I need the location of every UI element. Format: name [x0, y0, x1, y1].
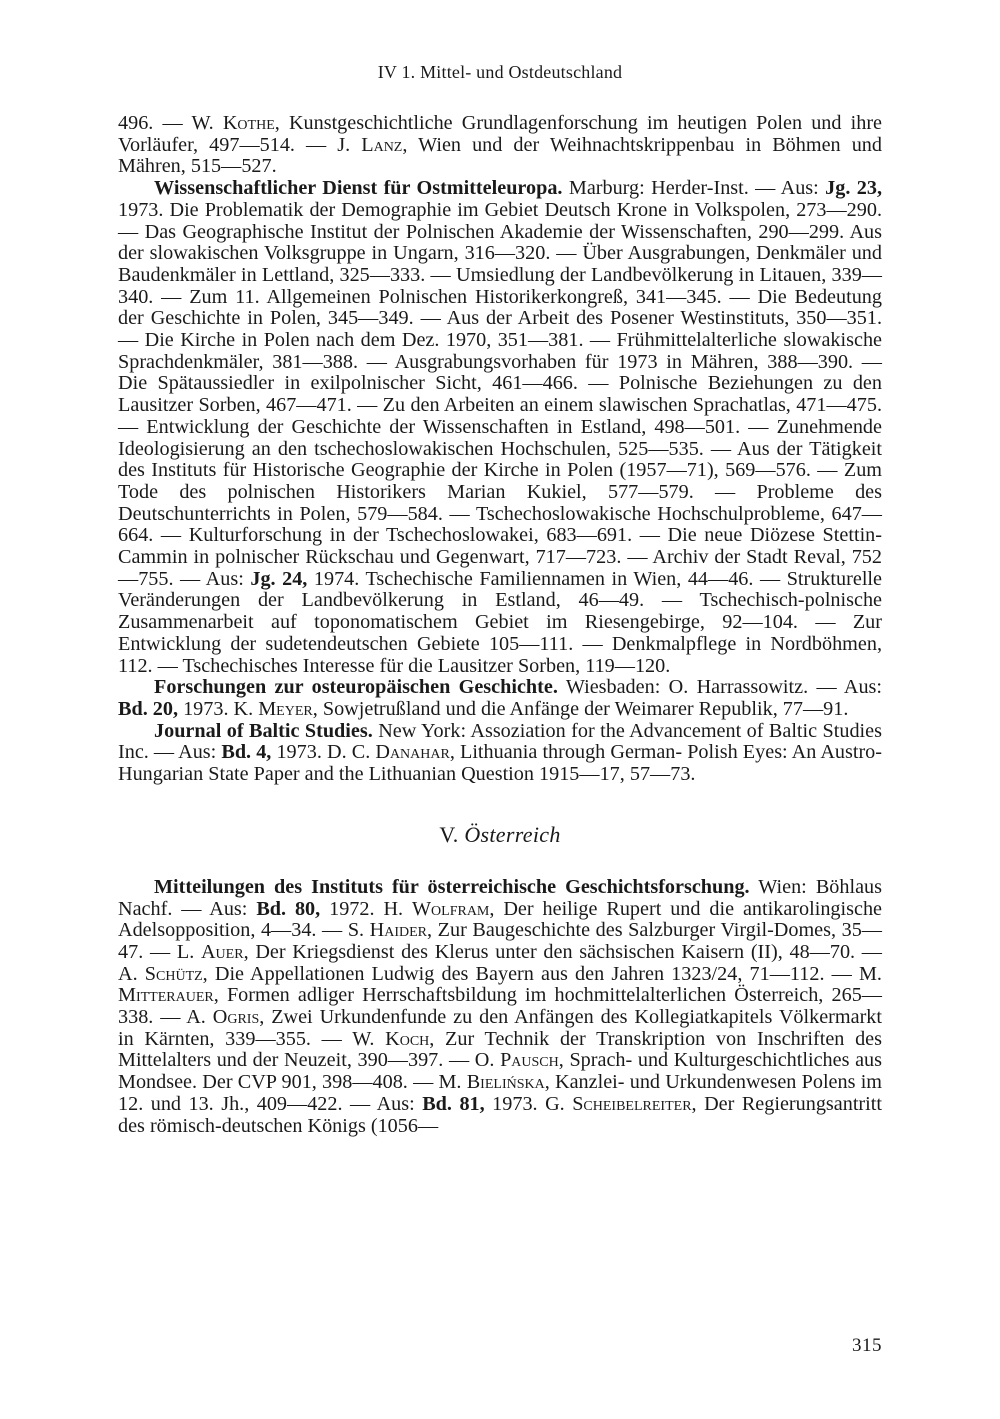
- text-run: Wien: Böhlaus Nachf. — Aus:: [118, 875, 882, 920]
- bold-run: Bd. 4,: [221, 741, 272, 764]
- text-run: , Lithuania through German- Polish Eyes: An Austro-Hungarian State Paper and the Lithuanian Question 1915—17, 57—73.: [118, 741, 882, 786]
- text-run: 1973. K.: [178, 697, 259, 720]
- author-name: Scheibelreiter: [572, 1092, 692, 1115]
- author-name: Haider: [369, 919, 428, 942]
- text-run: , Sprach- und Kulturgeschichtliches aus Mondsee. Der CVP 901, 398—408. — M.: [118, 1049, 883, 1094]
- text-run: Wiesbaden: O. Harrassowitz. — Aus:: [557, 676, 883, 699]
- text-run: 1974. Tschechische Familiennamen in Wien, 44—46. — Strukturelle Veränderungen der Landbevölkerung in Estland, 46—49. — Tschechisch-polnische Zusammenarbeit auf toponomatischem Gebiet im Riesengebirge, 92—104. — Zur Entwicklung der sudetendeutschen Gebiete 105—111. — Denkmalpflege in Nordböhmen, 112. — Tschechisches Interesse für die Lausitzer Sorben, 119—120.: [118, 567, 883, 677]
- text-run: , Der Regierungsantritt des römisch-deutschen Königs (1056—: [118, 1092, 882, 1137]
- text-run: , Zur Technik der Transkription von Inschriften des Mittelalters und der Neuzeit, 390—397. — O.: [118, 1027, 882, 1072]
- author-name: Bielińska: [466, 1071, 545, 1094]
- author-name: Wolfram: [411, 897, 490, 920]
- author-name: Auer: [200, 940, 244, 963]
- section-title: Österreich: [464, 821, 561, 847]
- paragraphs-after: [118, 877, 882, 1137]
- bold-run: Forschungen zur osteuropäischen Geschichte.: [154, 676, 558, 699]
- text-run: , Formen adliger Herrschaftsbildung im hochmittelalterlichen Österreich, 265—338. — A.: [118, 984, 882, 1029]
- bold-run: Mitteilungen des Instituts für österreichische Geschichtsforschung.: [154, 875, 750, 898]
- running-head: IV 1. Mittel- und Ostdeutschland: [377, 62, 623, 82]
- section-number: V.: [439, 821, 459, 847]
- text-run: Marburg: Herder-Inst. — Aus:: [562, 177, 826, 200]
- paragraph: [118, 113, 882, 178]
- author-name: Pausch: [500, 1049, 559, 1072]
- page-number: 315: [852, 1335, 882, 1356]
- author-name: Koch: [385, 1027, 430, 1050]
- author-name: Danahar: [375, 741, 450, 764]
- paragraph: [118, 721, 882, 786]
- paragraph: [118, 677, 882, 720]
- text-run: 1973. Die Problematik der Demographie im Gebiet Deutsch Krone in Volkspolen, 273—290. — Das Geographische Institut der Polnischen Akademie der Wissenschaften, 290—299. Aus der slowakischen Volksgruppe in Ungarn, 316—320. — Über Ausgrabungen, Denkmäler und Baudenkmäler in Lettland, 325—333. — Umsiedlung der Landbevölkerung in Litauen, 339—340. — Zum 11. Allgemeinen Polnischen Historikerkongreß, 341—345. — Die Bedeutung der Geschichte in Polen, 345—349. — Aus der Arbeit des Posener Westinstituts, 350—351. — Die Kirche in Polen nach dem Dez. 1970, 351—381. — Frühmittelalterliche slowakische Sprachdenkmäler, 381—388. — Ausgrabungsvorhaben für 1973 in Mähren, 388—390. — Die Spätaussiedler in exilpolnischer Sicht, 461—466. — Polnische Beziehungen zu den Lausitzer Sorben, 467—471. — Zu den Arbeiten an einem slawischen Sprachatlas, 471—475. — Entwicklung der Geschichte der Wissenschaften in Estland, 498—501. — Zunehmende Ideologisierung an den tschechoslowakischen Hochschulen, 525—535. — Aus der Tätigkeit des Instituts für Historische Geographie der Kirche in Polen (1957—71), 569—576. — Zum Tode des polnischen Historikers Marian Kukiel, 577—579. — Probleme des Deutschunterrichts in Polen, 579—584. — Tschechoslowakische Hochschulprobleme, 647—664. — Kulturforschung in der Tschechoslowakei, 683—691. — Die neue Diözese Stettin-Cammin in polnischer Rückschau und Gegenwart, 717—723. — Archiv der Stadt Reval, 752—755. — Aus:: [118, 198, 882, 590]
- paragraph: [118, 877, 882, 1137]
- author-name: Mitterauer: [118, 984, 214, 1007]
- bold-run: Bd. 20,: [118, 697, 179, 720]
- bold-run: Jg. 23,: [825, 177, 883, 200]
- text-run: , Der Kriegsdienst des Klerus unter den sächsischen Kaisern (II), 48—70. — A.: [118, 940, 882, 985]
- bold-run: Bd. 80,: [256, 897, 321, 920]
- text-run: , Sowjetrußland und die Anfänge der Weimarer Republik, 77—91.: [312, 697, 849, 720]
- text-run: , Der heilige Rupert und die antikarolingische Adelsopposition, 4—34. — S.: [118, 897, 882, 942]
- text-run: 1973. G.: [484, 1092, 573, 1115]
- author-name: Kothe: [222, 112, 275, 134]
- text-run: 1973. D. C.: [271, 741, 376, 764]
- text-run: , Wien und der Weihnachtskrippenbau in Böhmen und Mähren, 515—527.: [118, 133, 882, 178]
- bold-run: Journal of Baltic Studies.: [154, 719, 373, 742]
- bold-run: Jg. 24,: [250, 567, 308, 590]
- body-text: [118, 113, 882, 1137]
- author-name: Meyer: [258, 697, 313, 720]
- author-name: Lanz: [361, 133, 403, 156]
- text-run: , Zur Baugeschichte des Salzburger Virgil-Domes, 35—47. — L.: [118, 919, 882, 963]
- section-heading: [118, 822, 882, 848]
- text-run: New York: Assoziation for the Advancement of Baltic Studies Inc. — Aus:: [118, 719, 882, 764]
- text-run: , Zwei Urkundenfunde zu den Anfängen des Kollegiatkapitels Völkermarkt in Kärnten, 339—355. — W.: [118, 1006, 882, 1050]
- text-run: 496. — W.: [118, 112, 223, 134]
- text-run: , Kanzlei- und Urkundenwesen Polens im 12. und 13. Jh., 409—422. — Aus:: [118, 1071, 882, 1115]
- text-run: , Die Appellationen Ludwig des Bayern aus den Jahren 1323/24, 71—112. — M.: [202, 962, 882, 985]
- paragraph: [118, 178, 882, 677]
- paragraphs-before: [118, 113, 882, 786]
- text-run: 1972. H.: [320, 897, 412, 920]
- author-name: Ogris: [212, 1006, 260, 1029]
- bold-run: Bd. 81,: [422, 1092, 485, 1115]
- bold-run: Wissenschaftlicher Dienst für Ostmitteleuropa.: [154, 177, 563, 200]
- author-name: Schütz: [144, 962, 203, 985]
- text-run: , Kunstgeschichtliche Grundlagenforschung im heutigen Polen und ihre Vorläufer, 497—514. — J.: [118, 112, 883, 156]
